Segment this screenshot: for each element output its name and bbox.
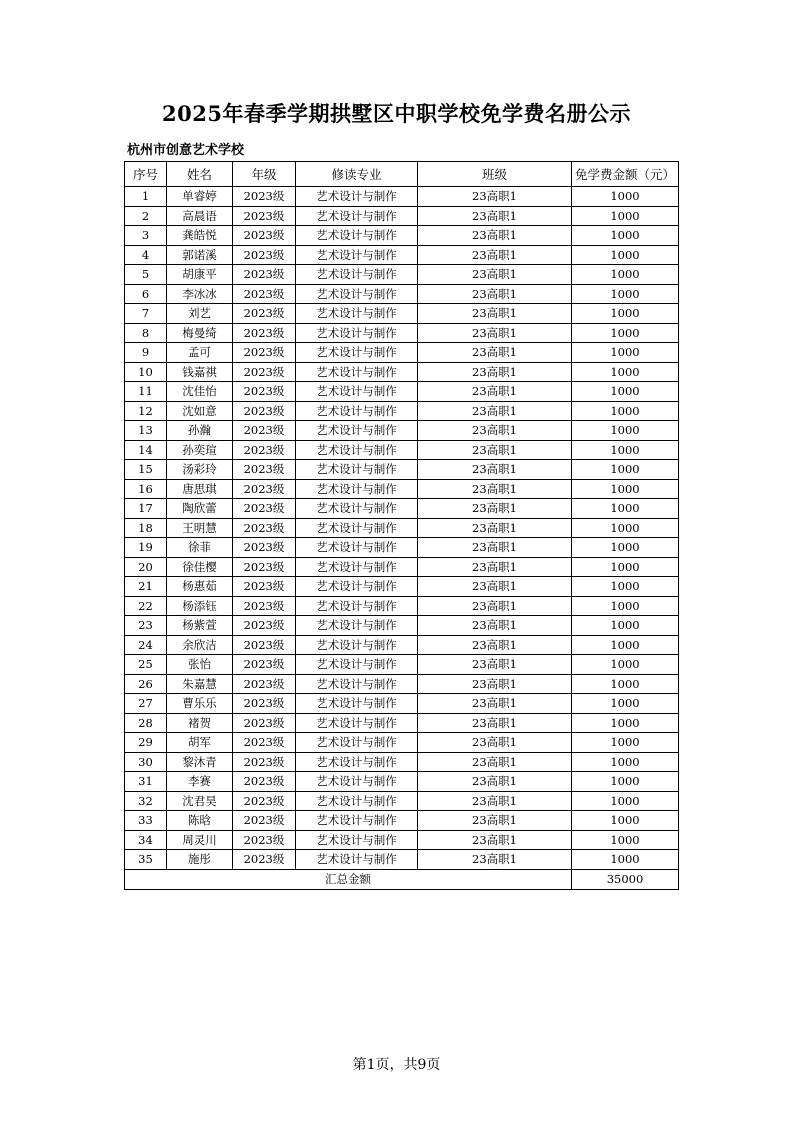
cell-name: 沈如意 (167, 401, 233, 421)
cell-amount: 1000 (572, 752, 679, 772)
cell-major: 艺术设计与制作 (296, 655, 418, 675)
cell-index: 27 (125, 694, 167, 714)
cell-index: 2 (125, 206, 167, 226)
cell-index: 31 (125, 772, 167, 792)
cell-class: 23高职1 (418, 304, 572, 324)
table-row (125, 499, 679, 519)
table-row (125, 616, 679, 636)
cell-index: 14 (125, 440, 167, 460)
table-row (125, 577, 679, 597)
cell-index: 9 (125, 343, 167, 363)
cell-grade: 2023级 (233, 206, 296, 226)
total-value: 35000 (572, 869, 679, 889)
cell-name: 陶欣蕾 (167, 499, 233, 519)
cell-name: 张怡 (167, 655, 233, 675)
cell-grade: 2023级 (233, 538, 296, 558)
cell-name: 汤彩玲 (167, 460, 233, 480)
cell-grade: 2023级 (233, 460, 296, 480)
cell-name: 杨惠茹 (167, 577, 233, 597)
cell-grade: 2023级 (233, 284, 296, 304)
table-row (125, 518, 679, 538)
cell-index: 16 (125, 479, 167, 499)
table-row (125, 752, 679, 772)
table-row (125, 362, 679, 382)
cell-name: 钱嘉祺 (167, 362, 233, 382)
cell-class: 23高职1 (418, 616, 572, 636)
cell-grade: 2023级 (233, 596, 296, 616)
table-row (125, 206, 679, 226)
cell-grade: 2023级 (233, 304, 296, 324)
cell-name: 孙奕瑄 (167, 440, 233, 460)
cell-class: 23高职1 (418, 694, 572, 714)
table-row (125, 713, 679, 733)
cell-class: 23高职1 (418, 401, 572, 421)
cell-name: 沈佳怡 (167, 382, 233, 402)
cell-grade: 2023级 (233, 362, 296, 382)
cell-grade: 2023级 (233, 791, 296, 811)
cell-class: 23高职1 (418, 713, 572, 733)
cell-major: 艺术设计与制作 (296, 362, 418, 382)
header-name: 姓名 (167, 162, 233, 187)
table-body (125, 187, 679, 870)
cell-name: 胡康平 (167, 265, 233, 285)
cell-grade: 2023级 (233, 323, 296, 343)
cell-class: 23高职1 (418, 265, 572, 285)
cell-index: 30 (125, 752, 167, 772)
cell-class: 23高职1 (418, 499, 572, 519)
cell-class: 23高职1 (418, 674, 572, 694)
cell-amount: 1000 (572, 499, 679, 519)
cell-class: 23高职1 (418, 226, 572, 246)
cell-index: 17 (125, 499, 167, 519)
cell-class: 23高职1 (418, 479, 572, 499)
page-title: 2025年春季学期拱墅区中职学校免学费名册公示 (162, 101, 631, 126)
cell-major: 艺术设计与制作 (296, 187, 418, 207)
cell-name: 郭诺溪 (167, 245, 233, 265)
cell-class: 23高职1 (418, 518, 572, 538)
cell-amount: 1000 (572, 518, 679, 538)
cell-amount: 1000 (572, 362, 679, 382)
table-row (125, 382, 679, 402)
cell-amount: 1000 (572, 850, 679, 870)
cell-index: 5 (125, 265, 167, 285)
table-row (125, 596, 679, 616)
cell-name: 陈晗 (167, 811, 233, 831)
cell-major: 艺术设计与制作 (296, 616, 418, 636)
cell-amount: 1000 (572, 323, 679, 343)
table-row (125, 460, 679, 480)
cell-class: 23高职1 (418, 538, 572, 558)
cell-name: 黎沐青 (167, 752, 233, 772)
cell-class: 23高职1 (418, 440, 572, 460)
cell-major: 艺术设计与制作 (296, 284, 418, 304)
cell-amount: 1000 (572, 772, 679, 792)
cell-index: 10 (125, 362, 167, 382)
cell-name: 刘艺 (167, 304, 233, 324)
cell-grade: 2023级 (233, 772, 296, 792)
cell-index: 23 (125, 616, 167, 636)
cell-index: 7 (125, 304, 167, 324)
cell-class: 23高职1 (418, 187, 572, 207)
cell-grade: 2023级 (233, 733, 296, 753)
cell-class: 23高职1 (418, 752, 572, 772)
table-row (125, 265, 679, 285)
cell-index: 15 (125, 460, 167, 480)
cell-grade: 2023级 (233, 850, 296, 870)
cell-name: 杨紫萱 (167, 616, 233, 636)
cell-index: 33 (125, 811, 167, 831)
cell-class: 23高职1 (418, 460, 572, 480)
header-index: 序号 (125, 162, 167, 187)
total-label: 汇总金额 (125, 869, 572, 889)
cell-grade: 2023级 (233, 401, 296, 421)
table-row (125, 791, 679, 811)
table-row (125, 694, 679, 714)
cell-index: 26 (125, 674, 167, 694)
cell-major: 艺术设计与制作 (296, 382, 418, 402)
cell-grade: 2023级 (233, 343, 296, 363)
cell-class: 23高职1 (418, 421, 572, 441)
cell-major: 艺术设计与制作 (296, 772, 418, 792)
cell-name: 梅曼绮 (167, 323, 233, 343)
header-amount: 免学费金额（元） (572, 162, 679, 187)
cell-name: 孙瀚 (167, 421, 233, 441)
cell-amount: 1000 (572, 538, 679, 558)
cell-amount: 1000 (572, 382, 679, 402)
cell-amount: 1000 (572, 733, 679, 753)
cell-class: 23高职1 (418, 206, 572, 226)
cell-index: 21 (125, 577, 167, 597)
cell-name: 胡军 (167, 733, 233, 753)
header-class: 班级 (418, 162, 572, 187)
cell-name: 曹乐乐 (167, 694, 233, 714)
cell-major: 艺术设计与制作 (296, 830, 418, 850)
cell-amount: 1000 (572, 187, 679, 207)
cell-grade: 2023级 (233, 557, 296, 577)
cell-class: 23高职1 (418, 382, 572, 402)
cell-class: 23高职1 (418, 830, 572, 850)
cell-grade: 2023级 (233, 811, 296, 831)
cell-grade: 2023级 (233, 265, 296, 285)
cell-amount: 1000 (572, 343, 679, 363)
cell-amount: 1000 (572, 206, 679, 226)
cell-amount: 1000 (572, 421, 679, 441)
cell-major: 艺术设计与制作 (296, 694, 418, 714)
school-name: 杭州市创意艺术学校 (127, 143, 245, 158)
cell-amount: 1000 (572, 265, 679, 285)
cell-major: 艺术设计与制作 (296, 460, 418, 480)
cell-grade: 2023级 (233, 421, 296, 441)
cell-name: 周灵川 (167, 830, 233, 850)
header-grade: 年级 (233, 162, 296, 187)
cell-major: 艺术设计与制作 (296, 596, 418, 616)
cell-grade: 2023级 (233, 674, 296, 694)
cell-amount: 1000 (572, 577, 679, 597)
cell-amount: 1000 (572, 460, 679, 480)
cell-amount: 1000 (572, 557, 679, 577)
cell-grade: 2023级 (233, 635, 296, 655)
cell-index: 35 (125, 850, 167, 870)
fee-exemption-table (124, 161, 679, 890)
table-row (125, 343, 679, 363)
table-row (125, 187, 679, 207)
cell-grade: 2023级 (233, 187, 296, 207)
cell-index: 3 (125, 226, 167, 246)
cell-grade: 2023级 (233, 616, 296, 636)
cell-index: 1 (125, 187, 167, 207)
cell-name: 李冰冰 (167, 284, 233, 304)
table-header-row (125, 162, 679, 187)
cell-index: 18 (125, 518, 167, 538)
cell-name: 单睿婷 (167, 187, 233, 207)
cell-index: 25 (125, 655, 167, 675)
cell-index: 24 (125, 635, 167, 655)
cell-grade: 2023级 (233, 499, 296, 519)
cell-name: 褚贺 (167, 713, 233, 733)
cell-name: 朱嘉慧 (167, 674, 233, 694)
table-row (125, 772, 679, 792)
cell-grade: 2023级 (233, 577, 296, 597)
cell-major: 艺术设计与制作 (296, 635, 418, 655)
cell-name: 施彤 (167, 850, 233, 870)
cell-amount: 1000 (572, 284, 679, 304)
table-row (125, 655, 679, 675)
table-row (125, 635, 679, 655)
table-row (125, 421, 679, 441)
cell-name: 徐菲 (167, 538, 233, 558)
cell-grade: 2023级 (233, 226, 296, 246)
cell-grade: 2023级 (233, 694, 296, 714)
cell-class: 23高职1 (418, 245, 572, 265)
table-row (125, 304, 679, 324)
table-row (125, 245, 679, 265)
cell-grade: 2023级 (233, 518, 296, 538)
cell-class: 23高职1 (418, 284, 572, 304)
cell-major: 艺术设计与制作 (296, 323, 418, 343)
cell-index: 8 (125, 323, 167, 343)
cell-grade: 2023级 (233, 479, 296, 499)
cell-grade: 2023级 (233, 245, 296, 265)
cell-major: 艺术设计与制作 (296, 343, 418, 363)
cell-amount: 1000 (572, 694, 679, 714)
table-row (125, 284, 679, 304)
cell-major: 艺术设计与制作 (296, 850, 418, 870)
cell-amount: 1000 (572, 479, 679, 499)
cell-grade: 2023级 (233, 382, 296, 402)
cell-amount: 1000 (572, 713, 679, 733)
cell-amount: 1000 (572, 655, 679, 675)
cell-class: 23高职1 (418, 733, 572, 753)
table-row (125, 850, 679, 870)
cell-amount: 1000 (572, 440, 679, 460)
cell-class: 23高职1 (418, 635, 572, 655)
cell-amount: 1000 (572, 830, 679, 850)
cell-major: 艺术设计与制作 (296, 245, 418, 265)
cell-name: 余欣洁 (167, 635, 233, 655)
table-row (125, 830, 679, 850)
cell-class: 23高职1 (418, 791, 572, 811)
table-row (125, 323, 679, 343)
cell-amount: 1000 (572, 616, 679, 636)
cell-major: 艺术设计与制作 (296, 265, 418, 285)
cell-amount: 1000 (572, 674, 679, 694)
cell-name: 徐佳樱 (167, 557, 233, 577)
cell-index: 34 (125, 830, 167, 850)
cell-class: 23高职1 (418, 323, 572, 343)
cell-major: 艺术设计与制作 (296, 577, 418, 597)
cell-amount: 1000 (572, 245, 679, 265)
cell-index: 19 (125, 538, 167, 558)
cell-name: 王明慧 (167, 518, 233, 538)
cell-major: 艺术设计与制作 (296, 791, 418, 811)
cell-major: 艺术设计与制作 (296, 518, 418, 538)
cell-major: 艺术设计与制作 (296, 752, 418, 772)
cell-name: 杨添钰 (167, 596, 233, 616)
cell-index: 28 (125, 713, 167, 733)
cell-name: 龚皓悦 (167, 226, 233, 246)
cell-index: 12 (125, 401, 167, 421)
cell-index: 13 (125, 421, 167, 441)
cell-index: 22 (125, 596, 167, 616)
cell-index: 6 (125, 284, 167, 304)
cell-class: 23高职1 (418, 655, 572, 675)
cell-name: 沈君昊 (167, 791, 233, 811)
cell-amount: 1000 (572, 635, 679, 655)
cell-class: 23高职1 (418, 850, 572, 870)
cell-name: 李赛 (167, 772, 233, 792)
table-row (125, 557, 679, 577)
cell-amount: 1000 (572, 791, 679, 811)
cell-major: 艺术设计与制作 (296, 557, 418, 577)
cell-amount: 1000 (572, 304, 679, 324)
cell-index: 32 (125, 791, 167, 811)
cell-major: 艺术设计与制作 (296, 538, 418, 558)
header-major: 修读专业 (296, 162, 418, 187)
total-row (125, 869, 679, 889)
cell-class: 23高职1 (418, 772, 572, 792)
cell-major: 艺术设计与制作 (296, 304, 418, 324)
table-row (125, 538, 679, 558)
cell-index: 20 (125, 557, 167, 577)
cell-grade: 2023级 (233, 655, 296, 675)
cell-class: 23高职1 (418, 577, 572, 597)
cell-amount: 1000 (572, 401, 679, 421)
cell-index: 4 (125, 245, 167, 265)
table-row (125, 226, 679, 246)
cell-class: 23高职1 (418, 596, 572, 616)
page-footer: 第1页，共9页 (352, 1057, 441, 1073)
cell-class: 23高职1 (418, 557, 572, 577)
table-row (125, 674, 679, 694)
cell-amount: 1000 (572, 226, 679, 246)
cell-grade: 2023级 (233, 713, 296, 733)
cell-grade: 2023级 (233, 830, 296, 850)
table-row (125, 811, 679, 831)
cell-name: 唐思琪 (167, 479, 233, 499)
cell-major: 艺术设计与制作 (296, 499, 418, 519)
cell-index: 29 (125, 733, 167, 753)
cell-major: 艺术设计与制作 (296, 421, 418, 441)
cell-major: 艺术设计与制作 (296, 674, 418, 694)
cell-name: 高晨语 (167, 206, 233, 226)
table-row (125, 440, 679, 460)
cell-class: 23高职1 (418, 343, 572, 363)
cell-major: 艺术设计与制作 (296, 479, 418, 499)
cell-amount: 1000 (572, 596, 679, 616)
cell-major: 艺术设计与制作 (296, 440, 418, 460)
cell-class: 23高职1 (418, 811, 572, 831)
cell-name: 孟可 (167, 343, 233, 363)
table-row (125, 733, 679, 753)
cell-amount: 1000 (572, 811, 679, 831)
cell-major: 艺术设计与制作 (296, 401, 418, 421)
cell-major: 艺术设计与制作 (296, 206, 418, 226)
cell-index: 11 (125, 382, 167, 402)
table-row (125, 479, 679, 499)
cell-grade: 2023级 (233, 752, 296, 772)
cell-major: 艺术设计与制作 (296, 713, 418, 733)
cell-class: 23高职1 (418, 362, 572, 382)
cell-major: 艺术设计与制作 (296, 733, 418, 753)
cell-major: 艺术设计与制作 (296, 811, 418, 831)
cell-major: 艺术设计与制作 (296, 226, 418, 246)
table-row (125, 401, 679, 421)
cell-grade: 2023级 (233, 440, 296, 460)
